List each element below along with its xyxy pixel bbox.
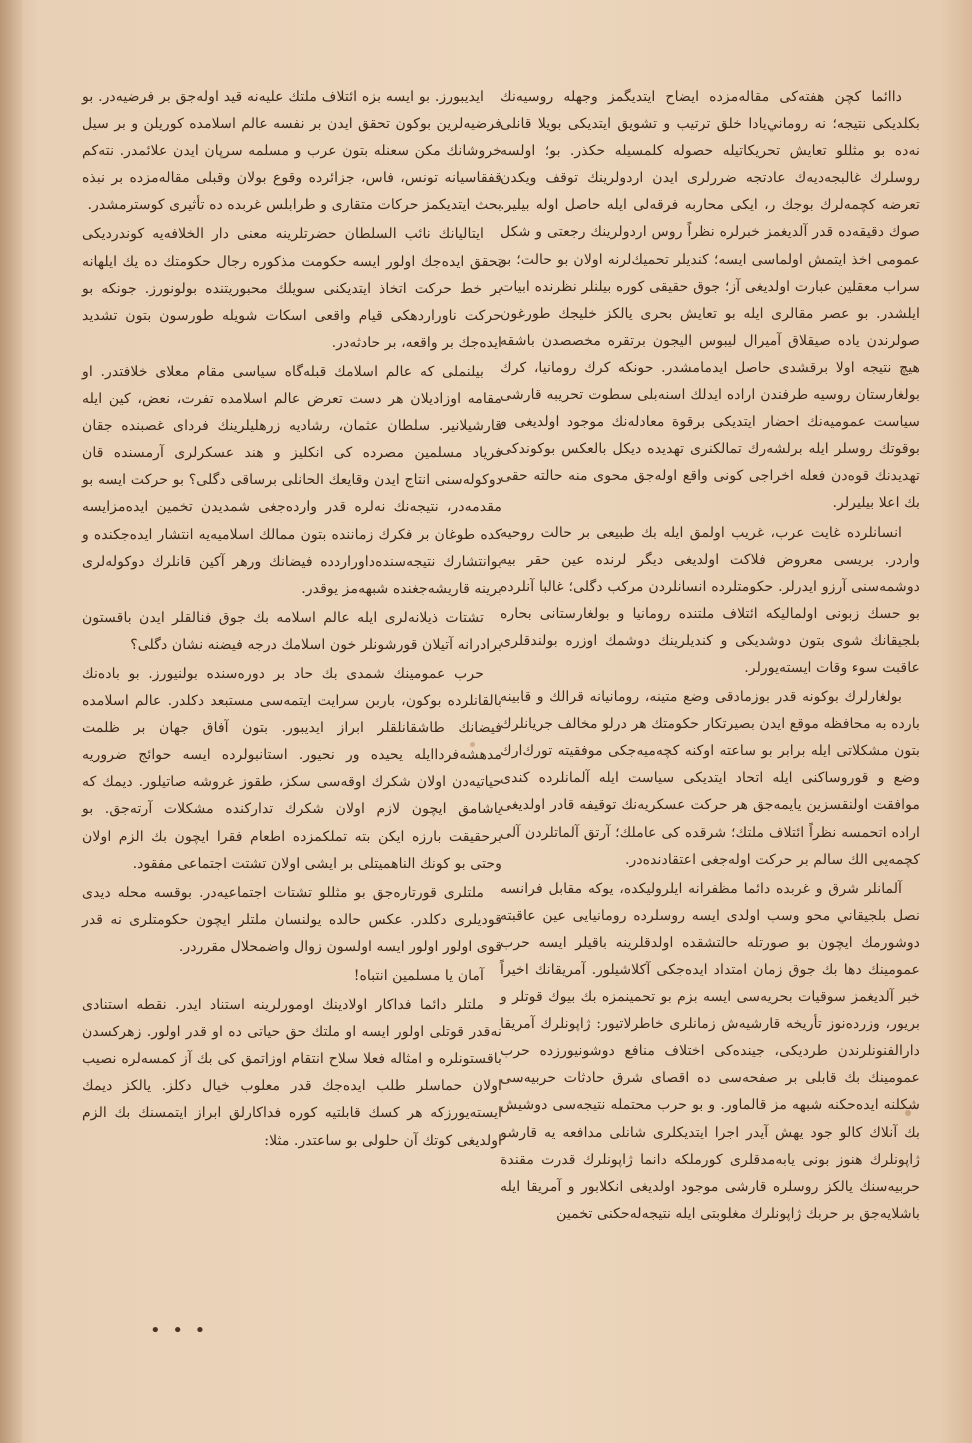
paragraph: انسانلرده غايت عرب، غريب اولمق ايله بك طبيعى بر حالت روحيه واردر. بريسى معروض فلاكت اولديغى ديگر لرنده عين حقر بيه دوشمه‌سنى آرزو ايدرلر. حكومتلرده انسانلردن مركب دگلى؛ غالبا آنلرده بو حسك زبونى اولماليكه ائتلاف ملتنده رومانيا و بولغارستانى بحاره بلجيقانك شوى بتون دوشديكى و كنديلرينك دوشمك اوزره بولندقلرى عاقبت سوء وقات ايسته‌يورلر.	[500, 524, 920, 676]
paragraph: بولغارلرك بوكونه قدر بوزمادقى وضع متينه، رومانيانه قرالك و قابينه بارده به محافظه موقع ايدن بصيرتكار حكومتك هر درلو مخالف جريانلرك بتون مشكلاتى ايله برابر بو ساعته اوكنه كچه‌ميه‌جكى موفقيته تورك‌ارك وضع و قوروساكنى ايله اتحاد ايتديكى سياست ايله آلمانلرده كندى موافقت اولنقسزين يايمه‌جق هر حركت عسكريه‌نك توقيفه قادر اولديغى اراده اتحمسه نظراً ائتلاف ملتك؛ شرقده كى عاملك؛ آرتق آلماتلردن آلى كچمه‌يى الك سالم بر حركت اوله‌جغى اعتقادنده‌در.	[500, 689, 920, 868]
paragraph: ملتلرى قورتاره‌جق بو مثللو تشتات اجتماعيه‌در. بوقسه محله ديدى قوديلرى دكلدر. عكس حالده يولنسان ملتلر ايچون حكومتلرى نه قدر قوى اولور اولور ايسه اولسون زوال واضمحلال مقرردر.	[82, 884, 502, 955]
left-text-column	[82, 84, 502, 1155]
paragraph: آلمانلر شرق و غربده دائما مظفرانه ايلروليكده، يوكه مقابل فرانسه نصل بلجيقاني محو وسب اولدى ايسه روسلرده رومانيايى عين عاقبته دوشورمك ايچون بو صورتله حالتشقده اولدقلرينه باقيلر ايسه حرب عمومينك دها بك جوق زمان امتداد ايده‌جكى آكلاشيلور. آمريقانك اخيراً خبر آلديغمز سوقيات بحريه‌سى ايسه بزم بو تحمينمزه بك بيوك قوتلر و بريور، وزرده‌نوز تأريخه قارشيه‌ش زمانلرى خاطرلاتيور: ژاپونلرك آمريقا دارالفنونلرندن طرديكى، جينده‌كى اختلاف منافع دوشونيورزده حرب عمومينك بك قابلى بر صفحه‌سى ده اقصاى شرق حادثات حربيه‌سى شكلنه ايده‌حكنه شبهه مز قالماور. و بو حرب محتمله نتيجه‌سى دوشيش بك آنلاك كالو جود يهش آيدر اجرا ايتديكلرى شانلى مدافعه يه قارشو ژاپونلرك هنوز بونى يابه‌مدقلرى كورملكه دانما ژاپونلرك قدرت مقندة حربيه‌سنك يالكز روسلره قارشى موجود اولديغى انكلابور و آمريقا ايله باشلايه‌جق بر حربك ژاپونلرك مغلوبتى ايله نتيجه‌له‌حكنى تخمين	[500, 880, 920, 1222]
paragraph: آمان يا مسلمين انتباه!	[353, 968, 484, 984]
paragraph: ملتلر دائما فداكار اولادينك اومورلرينه استناد ايدر. نقطه استنادى نه‌قدر قوتلى اولور ايسه او ملتك حق حياتى ده او قدر اولور. زهركسدن باقستونلره و امثاله فعلا سلاح انتقام اوزاتمق كى بك آز كمسه‌لره نصيب اولان حماسلر طلب ايده‌جك قدر معلوب خيال دكلز. يالكز ديمك ايسته‌يورزكه هر كسك قابلتيه كوره فداكارلق ابراز ايتمسنك بك الزم اولديغى كوتك آن حلولى بو ساعتدر. مثلا:	[82, 997, 502, 1149]
paragraph: داائما كچن هفته‌كى مقاله‌مزده ايضاح ايتديگمز وجهله روسيه‌نك بكلديكى نتيجه؛ نه روماني‌يادا خلق ترتيب و تشويق ايتديكى بويلا قانلى نه‌ده بو مثللو تعايش تحريكاتيله حصوله كلمسيله حكذر. بو؛ اولسه روسلرك غالبجه‌ديه‌ك عادتجه ضررلرى ايدن اردولرينك توقف ويكدن تعرضه كچمه‌لرك بوجك ر، ايكى محاربه فرقه‌لى ايله حاصل اوله بيلير. صوك دقيقه‌ده قدر آلديغمز خبرلره نظراً روس اردولرينك رجعتى و شكل عمومى اخذ ايتمش اولماسى ايسه؛ كنديلر تحميك‌لرنه اولان بو حالت؛ بو سراب معقلين عبارت اولديغى آز؛ جوق حقيقى كوره بيلنلر نظرنده ابيات ايلشدر. بو عصر مقالرى ايله بو تعايش بحرى يالكز خليجك طورغون صولرندن ياده صيقلاق آميرال ليبوس اليجون برتقره مخصصدن باشقه هيچ نتيجه اولا برقشدى حاصل ايدمامشدر. حونكه كرك رومانيا، كرك بولغارستان روسيه طرفندن اراده ايدلك اسنه‌بلى سطوت تحريبه قارشى سياست عموميه‌نك احضار ايتديكى برقوة معادله‌نك موجود اولديغى و بوقوتك روسلر ايله برلشه‌رك تمالكنرى تهديده ديكل بالعكس بوكوندكى تهديدنك قوه‌دن فعله اخراجى كونى واقع اوله‌جق محوى منه حالته حقى بك اعلا بيليرلر.	[500, 89, 920, 512]
paragraph: ايديبورز. بو ايسه بزه ائتلاف ملتك عليه‌نه قيد اوله‌جق بر فرضيه‌در. بو فرضيه‌لرين بوكون تحقق ايدن بر نفسه عالم اسلامده كوريلن و بر سيل خروشانك مكن سعنله بتون عرب و مسلمه سرپان ايدن علائمدر. نته‌كم قفقاسيانه تونس، فاس، جزائرده وقوع بولان وقبلى مقاله‌مزده بر نبذه بحث ايتديكمز حركات متقارى و طرابلس غربده ده تأثيرى كوسترمشدر.	[82, 89, 502, 214]
paragraph: ايتاليانك نائب السلطان حضرتلرينه معنى دار الخلافه‌يه كوندرديكى تحقق ايده‌جك اولور ايسه حكومت مذكوره رجال حكومتك ده يك ايلهانه بر خط حركت اتخاذ ايتديكنى سويلك محبوريتنده بولونورز. جونكه بو حركت ناوراردهكى قيام واقعى اسكات شويله طورسون بتون تشديد ايده‌جك بر واقعه، بر حادثه‌در.	[82, 226, 502, 351]
page-fold-shadow	[0, 0, 22, 1443]
paragraph: حرب عمومينك شمدى بك حاد بر دوره‌سنده بولنيورز. بو باده‌نك بالقانلرده بوكون، باربن سرايت ايتمه‌سى مستبعد دكلدر. عالم اسلامده فيضانك طاشقانلقلر ابراز ايديبور. بتون آفاق جهان بر ظلمت مدهشه‌فرداايله يحيده ور نحيور. استانبولرده ايسه حوائج ضروريه حياتيه‌دن اولان شكرك اوقه‌سى سكز، طقوز غروشه صاتيلور. ديمك كه ياشامق ايچون لازم اولان شكرك تداركنده مشكلات آرته‌جق. بو برحقيقت بارزه ايكن بته تملكمزده اطعام فقرا ايچون بك الزم اولان وحتى بو كونك الناهميتلى بر ايشى اولان تشتت اجتماعى مفقود.	[82, 665, 502, 872]
paragraph: تشتات ذيلانه‌لرى ايله عالم اسلامه بك جوق فنالقلر ايدن باقستون برادرانه آتيلان قورشونلر خون اسلامك درجه فيضنه نشان دگلى؟	[82, 609, 502, 653]
paragraph: بيلنملى كه عالم اسلامك قبله‌گاه سياسى مقام معلاى خلافتدر. او مقامه اوزاديلان هر دست تعرض عالم اسلامده تفرت، نعض، كين ايله قارشيلانير. سلطان عثمان، رشاديه زرهليلرينك فرداى غصبنده جقان فرياد مسلمين مصرده كى انكليز و هند عسكرلرى آرمسنده قان دوكوله‌سنى انتاج ايدن وقايعك الحانلى برساقى دگلى؟ بو حركت ايسه بو مقدمه‌در، نتيجه‌نك نه‌لره قدر وارده‌جغى شمديدن تخمين ايده‌مزايسه كده طوغان بر فكرك زماننده بتون ممالك اسلاميه‌يه انتشار ايده‌جكنده و بوانتشارك نتيجه‌سنده‌داوراردده فيضانك ورهر آكين قانلرك دوكوله‌لرى برينه قاريشه‌جغنده شبهه‌مز يوقدر.	[82, 363, 502, 597]
right-text-column	[500, 84, 920, 1228]
continuation-dots: • • •	[150, 1320, 209, 1341]
